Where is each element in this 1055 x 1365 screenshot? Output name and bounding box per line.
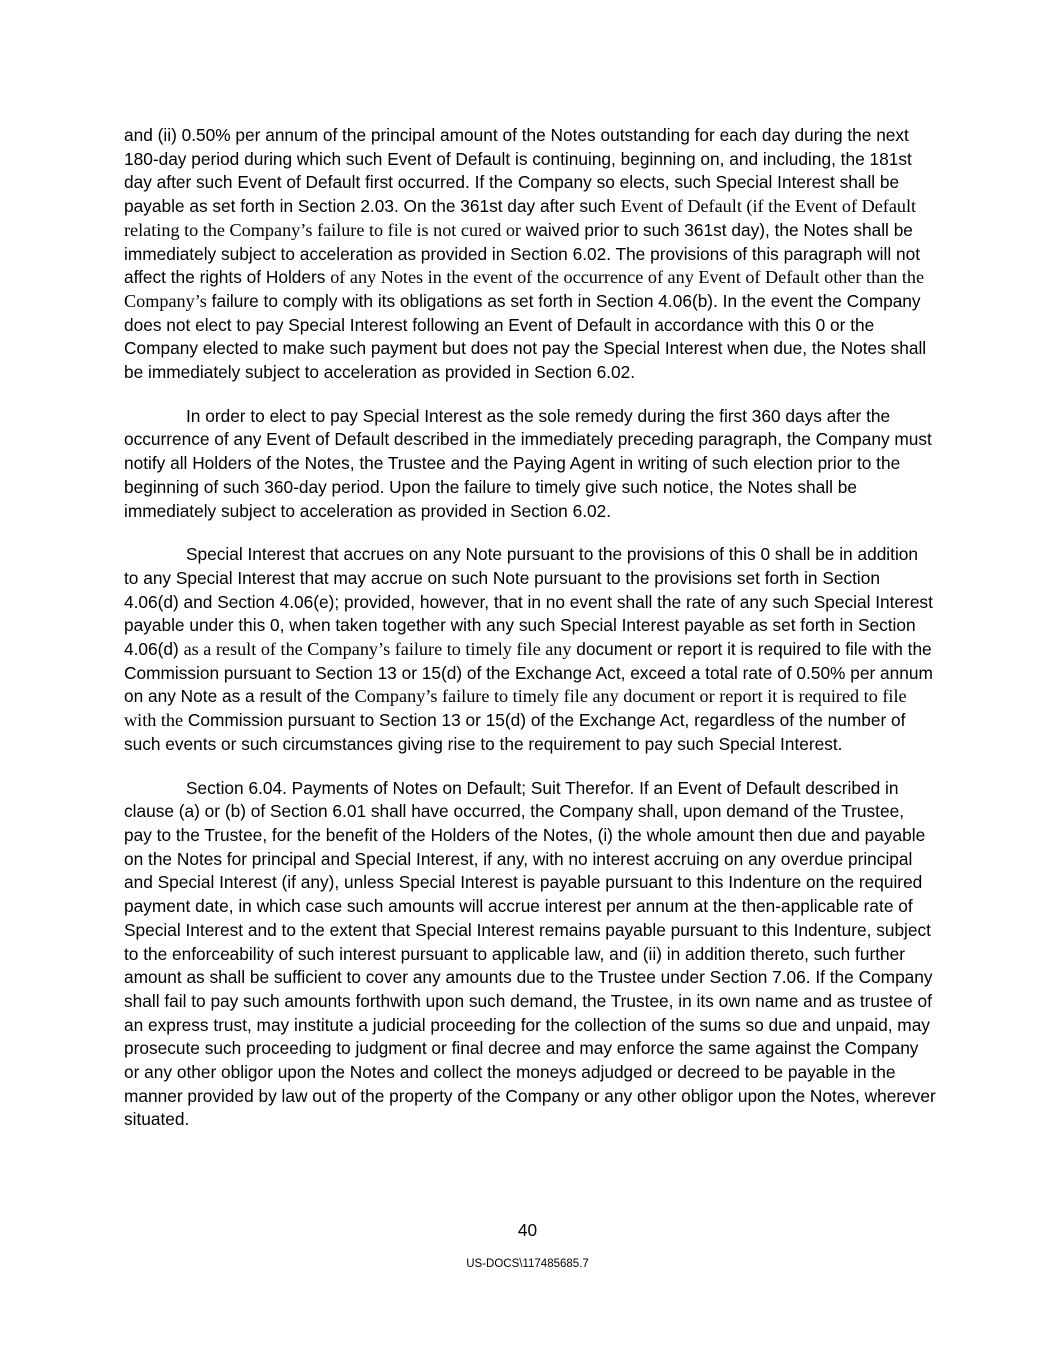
text-segment: of any Notes in the event of the occurrence of any Event of Default other than the Company’s xyxy=(124,267,925,311)
paragraph-section-6-04 xyxy=(124,777,936,1133)
text-segment: and (ii) 0.50% per annum of the principal amount of the Notes outstanding for each day during the next 180-day period during which such Event of Default is continuing, beginning on, and including, the 181st day after such Event of Default first occurred. If the Company so elects, such Special Interest shall be payable as set forth in Section 2.03. On the 361st day after such xyxy=(124,125,912,217)
text-segment: Event of Default (if the Event of Default relating to the Company’s failure to file is not cured or xyxy=(124,196,917,240)
text-segment: document or report it is required to file with the Commission pursuant to Section 13 or 15(d) of the Exchange Act, exceed a total rate of 0.50% per annum on any Note as a result of the xyxy=(124,639,933,707)
text-segment: failure to comply with its obligations as set forth in Section 4.06(b). In the event the Company does not elect to pay Special Interest following an Event of Default in accordance with this 0 or the Company elected to make such payment but does not pay the Special Interest when due, the Notes shall be immediately subject to acceleration as provided in Section 6.02. xyxy=(124,290,927,383)
text-segment: In order to elect to pay Special Interest as the sole remedy during the first 360 days after the occurrence of any Event of Default described in the immediately preceding paragraph, the Company must notify all Holders of the Notes, the Trustee and the Paying Agent in writing of such election prior to the beginning of such 360-day period. Upon the failure to timely give such notice, the Notes shall be immediately subject to acceleration as provided in Section 6.02. xyxy=(124,405,932,521)
text-segment: Special Interest that accrues on any Note pursuant to the provisions of this 0 shall be in addition to any Special Interest that may accrue on such Note pursuant to the provisions set forth in Section 4.06(d) and Section 4.06(e); provided, however, that in no event shall the rate of any such Special Interest payable under this 0, when taken together with any such Special Interest payable as set forth in Section 4.06(d) xyxy=(124,544,933,660)
text-segment: waived prior to such 361st day), the Notes shall be immediately subject to acceleration as provided in Section 6.02. The provisions of this paragraph will not affect the rights of Holders xyxy=(124,219,921,288)
text-segment: Company’s failure to timely file any document or report it is required to file with the xyxy=(124,686,907,731)
text-segment: as a result of the Company’s failure to timely file any xyxy=(183,639,572,660)
paragraph-special-interest-accrual xyxy=(124,543,936,756)
paragraph-election-notice xyxy=(124,405,936,524)
document-body xyxy=(124,124,936,1152)
text-segment: Commission pursuant to Section 13 or 15(d) of the Exchange Act, regardless of the number of such events or such circumstances giving rise to the requirement to pay such Special Interest. xyxy=(124,710,906,754)
document-id-footer: US-DOCS\117485685.7 xyxy=(466,1258,589,1270)
page-number: 40 xyxy=(517,1220,538,1240)
paragraph-special-interest-continuation xyxy=(124,124,936,385)
text-segment: Section 6.04. Payments of Notes on Default; Suit Therefor. If an Event of Default described in clause (a) or (b) of Section 6.01 shall have occurred, the Company shall, upon demand of the Trustee, pay to the Trustee, for the benefit of the Holders of the Notes, (i) the whole amount then due and payable on the Notes for principal and Special Interest, if any, with no interest accruing on any overdue principal and Special Interest (if any), unless Special Interest is payable pursuant to this Indenture on the required payment date, in which case such amounts will accrue interest per annum at the then-applicable rate of Special Interest and to the extent that Special Interest remains payable pursuant to this Indenture, subject to the enforceability of such interest pursuant to applicable law, and (ii) in addition thereto, such further amount as shall be sufficient to cover any amounts due to the Trustee under Section 7.06. If the Company shall fail to pay such amounts forthwith upon such demand, the Trustee, in its own name and as trustee of an express trust, may institute a judicial proceeding for the collection of the sums so due and unpaid, may prosecute such proceeding to judgment or final decree and may enforce the same against the Company or any other obligor upon the Notes and collect the moneys adjudged or decreed to be payable in the manner provided by law out of the property of the Company or any other obligor upon the Notes, wherever situated. xyxy=(124,777,936,1130)
